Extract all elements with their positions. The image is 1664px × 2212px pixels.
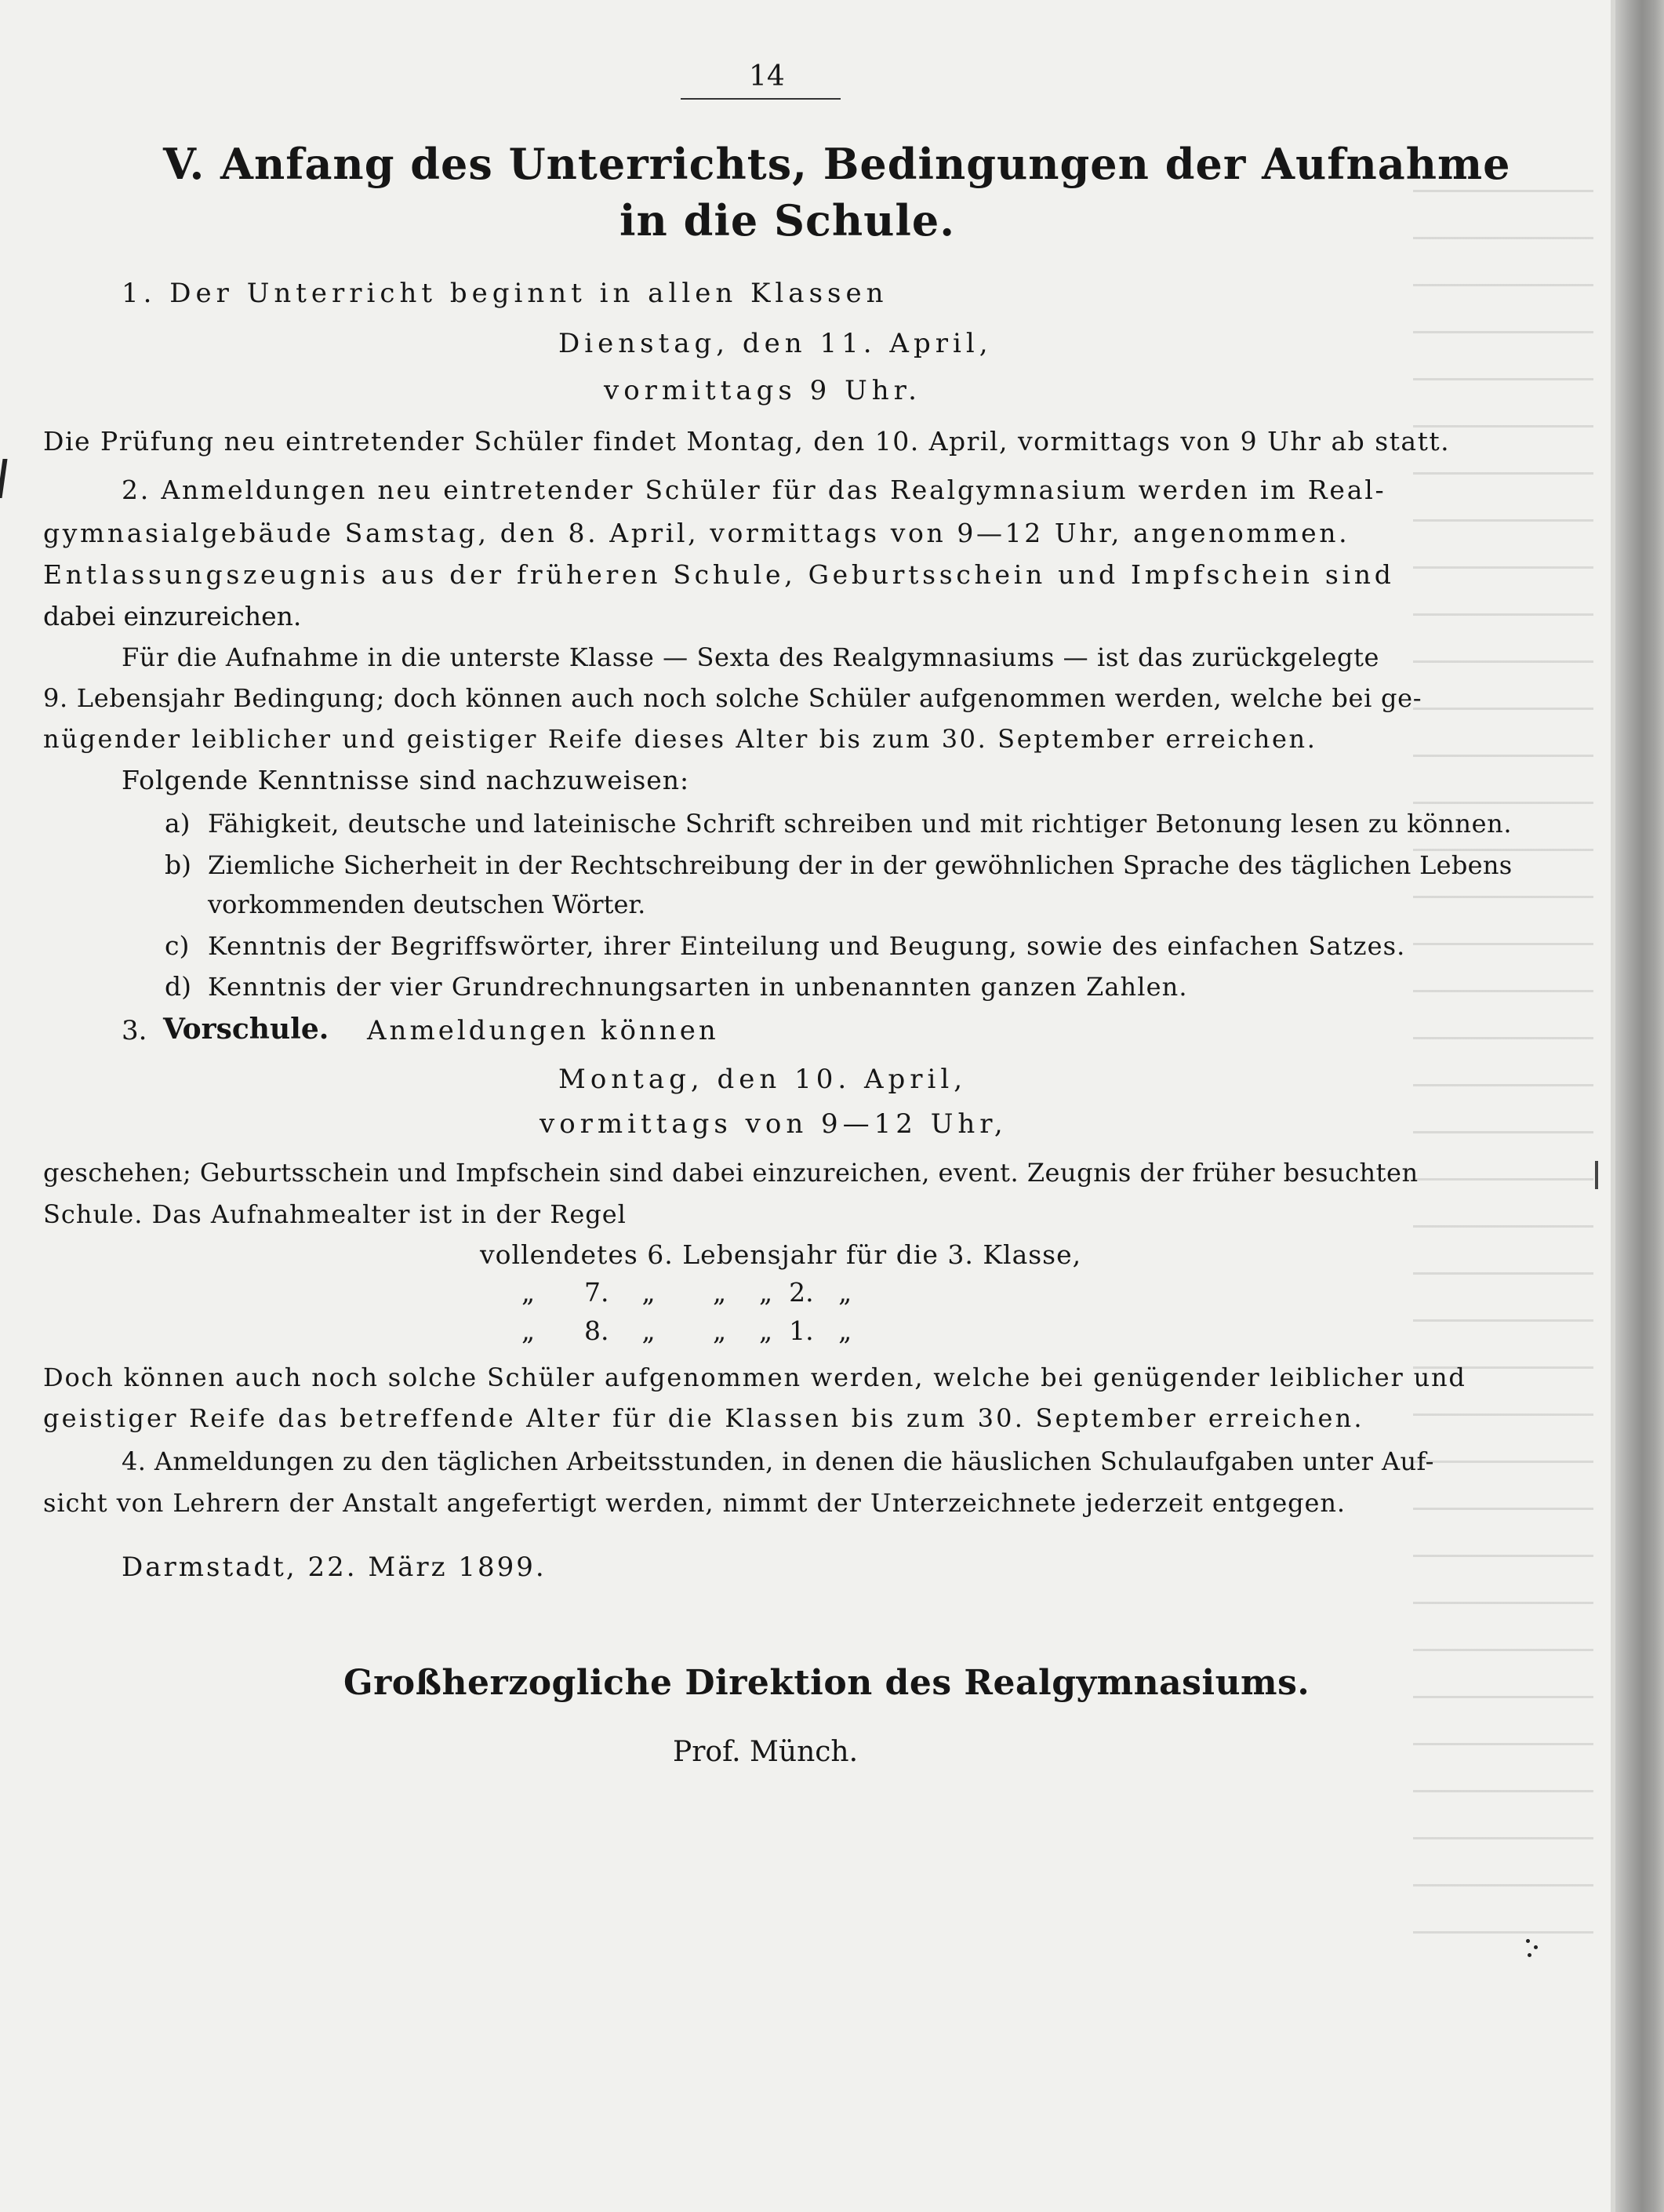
heading-line-1: V. Anfang des Unterrichts, Bedingungen der Aufnahme: [163, 139, 1511, 189]
signature-name: Prof. Münch.: [673, 1736, 859, 1768]
section3-title: Vorschule.: [163, 1013, 329, 1046]
section1-time: vormittags 9 Uhr.: [604, 375, 921, 406]
speck-marks: [1523, 1937, 1546, 1961]
age-row-2: „ 7. „ „ „ 2. „: [521, 1277, 852, 1308]
item-b-text: Ziemliche Sicherheit in der Rechtschreibung der in der gewöhnlichen Sprache des täglichen Lebens: [208, 850, 1513, 880]
section3-time: vormittags von 9—12 Uhr,: [540, 1108, 1008, 1140]
section3-after-1: Doch können auch noch solche Schüler aufgenommen werden, welche bei genügender leiblicher und: [43, 1362, 1466, 1392]
section1-date: Dienstag, den 11. April,: [558, 328, 993, 359]
section3-num: 3.: [122, 1015, 147, 1046]
section2-line-4: dabei einzureichen.: [43, 601, 302, 631]
item-d-text: Kenntnis der vier Grundrechnungsarten in unbenannten ganzen Zahlen.: [208, 972, 1188, 1002]
item-d-label: d): [165, 971, 191, 1002]
section2-age-line-1: Für die Aufnahme in die unterste Klasse — Sexta des Realgymnasiums — ist das zurückgelegte: [122, 642, 1380, 672]
section3-after-2: geistiger Reife das betreffende Alter für die Klassen bis zum 30. September erreichen.: [43, 1403, 1364, 1433]
section4-line-2: sicht von Lehrern der Anstalt angefertigt werden, nimmt der Unterzeichnete jederzeit entgegen.: [43, 1488, 1346, 1518]
item-b-label: b): [165, 850, 191, 880]
item-a-text: Fähigkeit, deutsche und lateinische Schrift schreiben und mit richtiger Betonung lesen zu können.: [208, 809, 1513, 839]
page-edge-shadow: [1615, 0, 1664, 2212]
page-number: 14: [749, 60, 785, 93]
heading-line-2: in die Schule.: [619, 195, 956, 246]
section1-intro: 1. Der Unterricht beginnt in allen Klassen: [122, 278, 888, 309]
section2-line-2: gymnasialgebäude Samstag, den 8. April, vormittags von 9—12 Uhr, angenommen.: [43, 518, 1350, 548]
knowledge-intro: Folgende Kenntnisse sind nachzuweisen:: [122, 765, 690, 795]
left-margin-mark: [0, 459, 8, 498]
age-row-1: „ 8. „ „ „ 1. „: [521, 1315, 852, 1346]
age-row-3: vollendetes 6. Lebensjahr für die 3. Klasse,: [480, 1239, 1082, 1270]
section3-intro: Anmeldungen können: [367, 1015, 719, 1046]
item-c-label: c): [165, 930, 190, 961]
item-c-text: Kenntnis der Begriffswörter, ihrer Einteilung und Beugung, sowie des einfachen Satzes.: [208, 931, 1406, 961]
item-a-label: a): [165, 808, 191, 839]
section2-age-line-3: nügender leiblicher und geistiger Reife dieses Alter bis zum 30. September erreichen.: [43, 724, 1317, 754]
place-date: Darmstadt, 22. März 1899.: [122, 1552, 547, 1583]
section3-line-2: Schule. Das Aufnahmealter ist in der Regel: [43, 1199, 627, 1229]
header-rule: [681, 98, 841, 100]
section2-line-3: Entlassungszeugnis aus der früheren Schule, Geburtsschein und Impfschein sind: [43, 559, 1395, 590]
section1-exam: Die Prüfung neu eintretender Schüler findet Montag, den 10. April, vormittags von 9 Uhr ab statt.: [43, 426, 1451, 457]
signature-organization: Großherzogliche Direktion des Realgymnasiums.: [343, 1663, 1310, 1703]
section2-line-1: 2. Anmeldungen neu eintretender Schüler für das Realgymnasium werden im Real-: [122, 475, 1386, 505]
page-edge-highlight: [1611, 0, 1615, 2212]
section3-date: Montag, den 10. April,: [558, 1064, 968, 1095]
section2-age-line-2: 9. Lebensjahr Bedingung; doch können auch noch solche Schüler aufgenommen werden, welche bei ge-: [43, 683, 1422, 713]
show-through-text: [1413, 149, 1593, 1953]
item-b-text-2: vorkommenden deutschen Wörter.: [208, 890, 646, 919]
section4-line-1: 4. Anmeldungen zu den täglichen Arbeitsstunden, in denen die häuslichen Schulaufgaben unter Auf-: [122, 1446, 1434, 1476]
right-margin-mark: [1595, 1161, 1598, 1189]
section3-line-1: geschehen; Geburtsschein und Impfschein sind dabei einzureichen, event. Zeugnis der früher besuchten: [43, 1158, 1419, 1188]
